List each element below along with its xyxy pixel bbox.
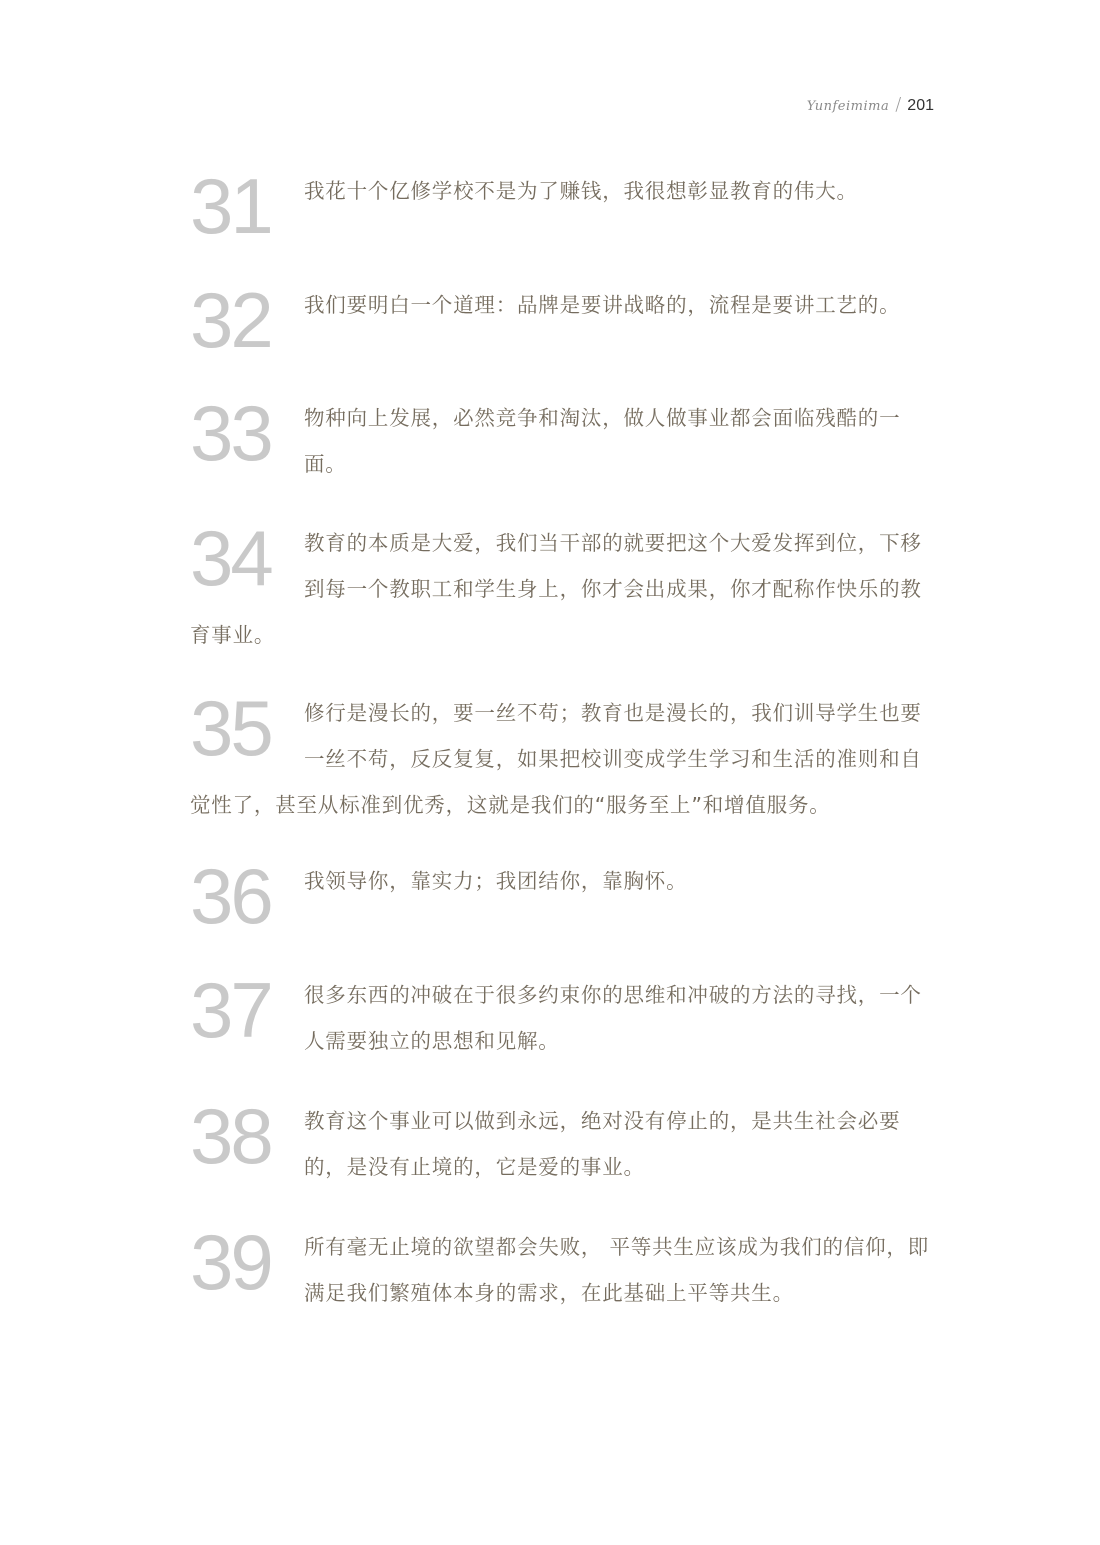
quote-text: 很多东西的冲破在于很多约束你的思维和冲破的方法的寻找，一个人需要独立的思想和见解。 xyxy=(304,983,922,1053)
quote-number: 38 xyxy=(190,1092,271,1180)
quote-36 xyxy=(190,852,935,940)
quote-number: 39 xyxy=(190,1218,271,1306)
quote-number: 36 xyxy=(190,852,271,940)
quote-text: 所有毫无止境的欲望都会失败， 平等共生应该成为我们的信仰，即满足我们繁殖体本身的需求，在此基础上平等共生。 xyxy=(304,1235,930,1305)
quote-number: 37 xyxy=(190,966,271,1054)
page-header xyxy=(807,94,934,115)
quote-35 xyxy=(190,684,935,828)
quote-38 xyxy=(190,1092,935,1190)
quote-number: 33 xyxy=(190,389,271,477)
quote-number: 31 xyxy=(190,162,271,250)
quote-text: 物种向上发展，必然竞争和淘汰，做人做事业都会面临残酷的一面。 xyxy=(304,406,901,476)
quote-33 xyxy=(190,389,935,487)
quote-number: 32 xyxy=(190,276,271,364)
header-separator: / xyxy=(895,94,902,115)
quote-32 xyxy=(190,276,935,364)
quote-31 xyxy=(190,162,935,250)
quote-text: 修行是漫长的，要一丝不苟；教育也是漫长的，我们训导学生也要一丝不苟，反反复复，如果把校训变成学生学习和生活的准则和自觉性了，甚至从标准到优秀，这就是我们的“服务至上”和增值服务。 xyxy=(190,701,922,817)
quote-39 xyxy=(190,1218,935,1316)
quote-text: 教育这个事业可以做到永远，绝对没有停止的，是共生社会必要的，是没有止境的，它是爱的事业。 xyxy=(304,1109,901,1179)
quote-text: 我领导你，靠实力；我团结你，靠胸怀。 xyxy=(304,869,688,893)
quote-number: 34 xyxy=(190,514,271,602)
quote-text: 我花十个亿修学校不是为了赚钱，我很想彰显教育的伟大。 xyxy=(304,179,858,203)
quote-37 xyxy=(190,966,935,1064)
page-number: 201 xyxy=(907,97,934,114)
quote-text: 我们要明白一个道理：品牌是要讲战略的，流程是要讲工艺的。 xyxy=(304,293,901,317)
quote-34 xyxy=(190,514,935,658)
quote-number: 35 xyxy=(190,684,271,772)
quote-text: 教育的本质是大爱，我们当干部的就要把这个大爱发挥到位，下移到每一个教职工和学生身上，你才会出成果，你才配称作快乐的教育事业。 xyxy=(190,531,922,647)
header-brand: Yunfeimima xyxy=(806,99,890,114)
